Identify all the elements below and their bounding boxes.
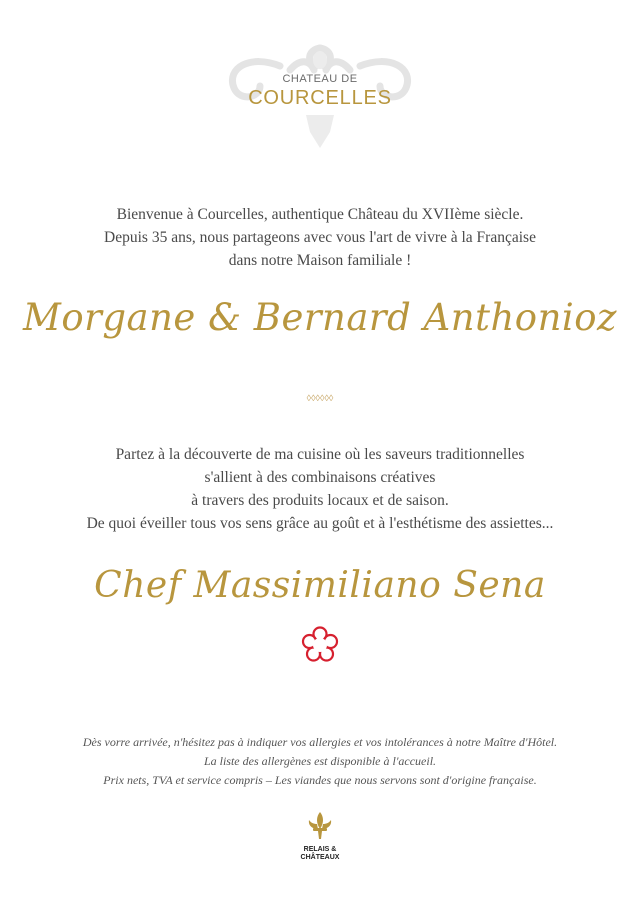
welcome-line: dans notre Maison familiale ! xyxy=(228,252,412,269)
relais-chateaux-logo xyxy=(292,811,348,862)
note-line: Prix nets, TVA et service compris – Les viandes que nous servons sont d'origine française. xyxy=(103,773,537,787)
allergy-notes xyxy=(0,733,640,790)
welcome-line: Depuis 35 ans, nous partageons avec vous l'art de vivre à la Française xyxy=(104,229,536,246)
chef-paragraph xyxy=(0,443,640,535)
chateau-logo xyxy=(220,40,420,150)
owners-signature: Morgane & Bernard Anthonioz xyxy=(22,296,618,339)
note-line: La liste des allergènes est disponible à l'accueil. xyxy=(203,754,437,768)
chef-signature: Chef Massimiliano Sena xyxy=(94,565,546,606)
chef-line: De quoi éveiller tous vos sens grâce au goût et à l'esthétisme des assiettes... xyxy=(86,515,554,532)
diamond-divider: ◊◊◊◊◊◊ xyxy=(306,393,334,403)
welcome-paragraph xyxy=(0,203,640,272)
chef-line: s'allient à des combinaisons créatives xyxy=(204,469,436,486)
chateaux-line: CHÂTEAUX xyxy=(300,854,340,861)
chef-line: Partez à la découverte de ma cuisine où les saveurs traditionnelles xyxy=(115,446,525,463)
fleur-de-lis-icon xyxy=(305,811,335,841)
michelin-flower-icon xyxy=(301,625,339,665)
logo-line-main: COURCELLES xyxy=(248,87,392,109)
welcome-line: Bienvenue à Courcelles, authentique Château du XVIIème siècle. xyxy=(116,206,524,223)
relais-line: RELAIS & xyxy=(303,846,337,853)
note-line: Dès vorre arrivée, n'hésitez pas à indiquer vos allergies et vos intolérances à notre Maître d'Hôtel. xyxy=(82,735,558,749)
logo-line-top: CHATEAU DE xyxy=(282,73,358,85)
chef-line: à travers des produits locaux et de saison. xyxy=(191,492,449,509)
